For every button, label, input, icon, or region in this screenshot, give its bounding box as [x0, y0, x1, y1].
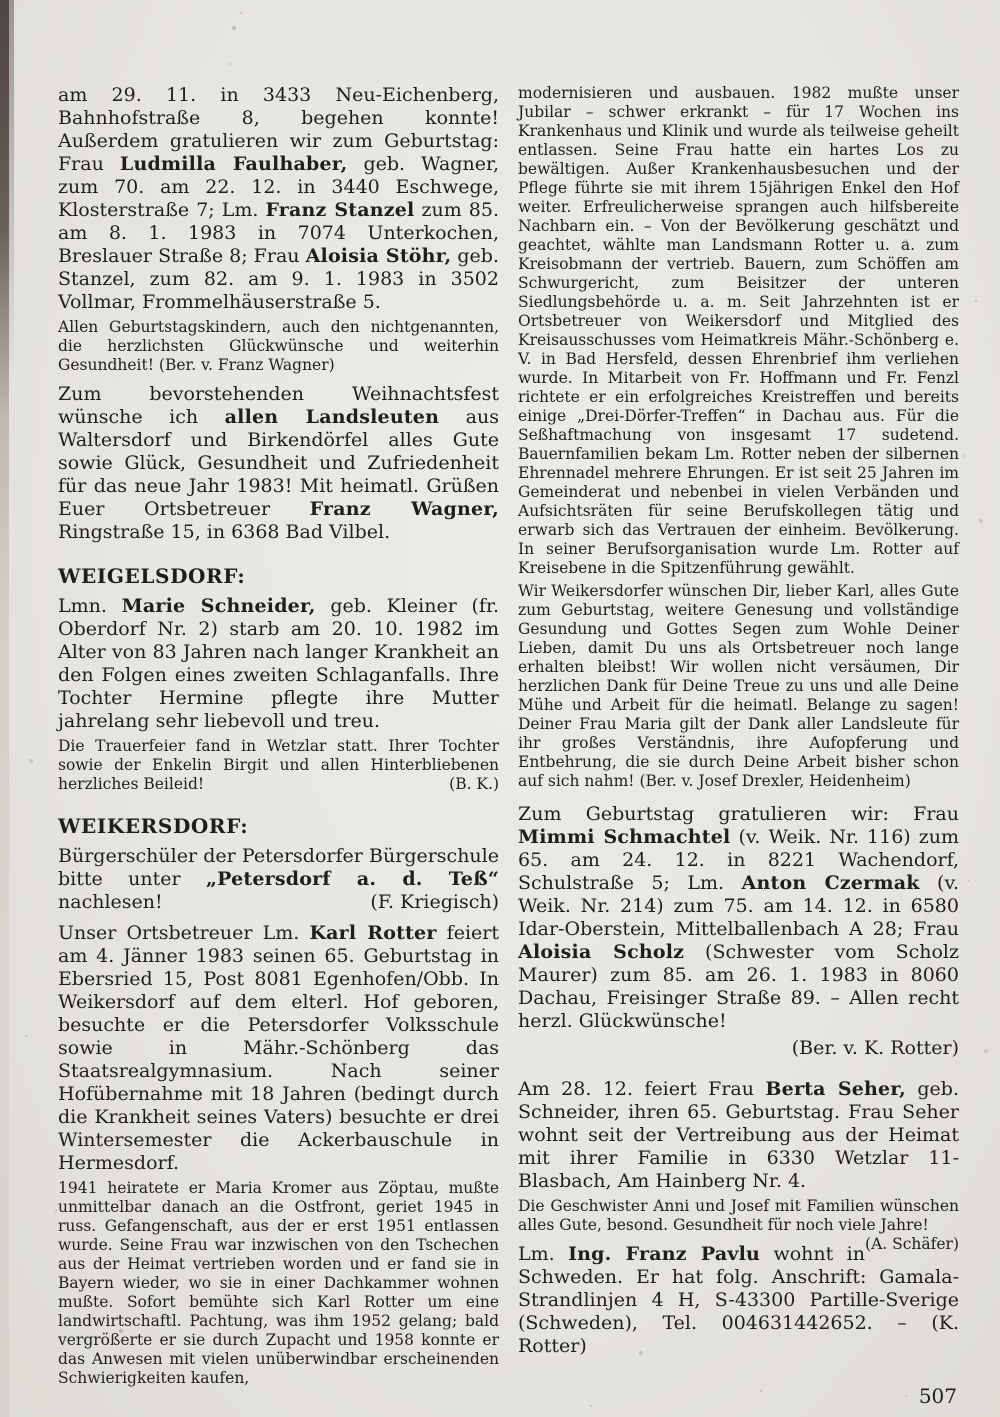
paragraph: [58, 737, 499, 794]
bold-text: Ing. Franz Pavlu: [568, 1243, 761, 1265]
text-run: geb. Schneider, ihren 65. Geburtstag. Frau Seher wohnt seit der Vertreibung aus der Heimat mit ihrer Familie in 6330 Wetzlar 11-Blasbach, Am Hainberg Nr. 4.: [518, 1078, 960, 1192]
text-run: Unser Ortsbetreuer Lm.: [58, 922, 310, 944]
text-run: geb. Wagner, zum 70. am 22. 12. in 3440 Eschwege, Klosterstraße 7; Lm.: [58, 153, 499, 221]
text-run: Zum Geburtstag gratulieren wir: Frau: [518, 803, 959, 825]
text-run: 1941 heiratete er Maria Kromer aus Zöptau, mußte unmittelbar danach an die Ostfront, geriet 1945 in russ. Gefangenschaft, aus der er erst 1951 entlassen wurde. Seine Frau war inzwischen von den Tschechen aus der Heimat vertrieben worden und er fand sie in Bayern wieder, wo sie in einer Dachkammer wohnen mußte. Sofort bemühte sich Karl Rotter um eine landwirtschaftl. Pachtung, was ihm 1952 gelang; bald vergrößerte er sie durch Zupacht und 1958 konnte er das Anwesen mit vielen unüberwindbar erscheinenden Schwierigkeiten kaufen,: [58, 1179, 499, 1387]
section-heading: WEIGELSDORF:: [58, 564, 246, 588]
attribution: (A. Schäfer): [865, 1235, 959, 1253]
paragraph: [58, 595, 499, 733]
text-run: (v. Weik. Nr. 116) zum 65. am 24. 12. in 8221 Wachendorf, Schulstraße 5; Lm.: [518, 826, 959, 894]
paragraph: [518, 1197, 959, 1253]
text-run: nachlesen!: [58, 891, 163, 913]
paragraph: [58, 84, 499, 314]
text-run: Die Trauerfeier fand in Wetzlar statt. Ihrer Tochter sowie der Enkelin Birgit und allen Hinterbliebenen herzliches Beileid!: [58, 737, 499, 793]
text-run: Bürgerschüler der Petersdorfer Bürgerschule bitte unter: [58, 845, 499, 890]
text-run: Lmn.: [58, 595, 122, 617]
paragraph: [518, 1078, 959, 1193]
bold-text: Franz Stanzel: [265, 199, 415, 221]
bold-text: Franz Wagner,: [309, 498, 499, 520]
paragraph: [518, 84, 959, 578]
text-run: Zum bevorstehenden Weihnachtsfest wünsche ich: [58, 383, 499, 428]
paragraph: [518, 582, 959, 791]
text-run: am 29. 11. in 3433 Neu-Eichenberg, Bahnhofstraße 8, begehen konnte! Außerdem gratulieren wir zum Geburtstag: Frau: [58, 84, 499, 175]
text-run: aus Waltersdorf und Birkendörfel alles Gute sowie Glück, Gesundheit und Zufriedenheit für das neue Jahr 1983! Mit heimatl. Grüßen Euer Ortsbetreuer: [58, 406, 499, 520]
text-run: wohnt in Schweden. Er hat folg. Anschrift: Gamala-Strandlinjen 4 H, S-43300 Partille-Sverige (Schweden), Tel. 004631442652. – (K. Rotter): [518, 1243, 959, 1357]
paragraph: [58, 845, 499, 914]
attribution: (B. K.): [449, 775, 499, 793]
left-column-text: [58, 84, 499, 1392]
text-run: (Schwester vom Scholz Maurer) zum 85. am 26. 1. 1983 in 8060 Dachau, Freisinger Straße 89. – Allen recht herzl. Glückwünsche!: [518, 941, 959, 1032]
bold-text: Karl Rotter: [309, 922, 437, 944]
text-run: modernisieren und ausbauen. 1982 mußte unser Jubilar – schwer erkrankt – für 17 Wochen ins Krankenhaus und Klinik und wurde als teilweise geheilt entlassen. Seine Frau hatte ein hartes Los zu bewältigen. Außer Krankenhausbesuchen und der Pflege führte sie mit ihrem 15jährigen Enkel den Hof weiter. Erfreulicherweise sprangen auch hilfsbereite Nachbarn ein. – Von der Bevölkerung geschätzt und geachtet, wählte man Landsmann Rotter u. a. zum Kreisobmann der vertrieb. Bauern, zum Schöffen am Schwurgericht, zum Beisitzer der unteren Siedlungsbehörde u. a. m. Seit Jahrzehnten ist er Ortsbetreuer von Weikersdorf und Mitglied des Kreisausschusses vom Heimatkreis Mähr.-Schönberg e. V. in Bad Hersfeld, dessen Ehrenbrief ihm verliehen wurde. In Mitarbeit von Fr. Hoffmann und Fr. Fenzl richtete er ein erfolgreiches Kreistreffen und bereits einige „Drei-Dörfer-Treffen“ in Dachau aus. Für die Seßhaftmachung von insgesamt 17 sudetend. Bauernfamilien bekam Lm. Rotter neben der silbernen Ehrennadel mehrere Ehrungen. Er ist seit 25 Jahren im Gemeinderat und nebenbei in vielen Verbänden und Aufsichtsräten für seine Berufskollegen tätig und erwarb sich das Vertrauen der einheim. Bevölkerung. In seiner Berufsorganisation wurde Lm. Rotter auf Kreisebene in die Spitzenführung gewählt.: [518, 84, 959, 577]
bold-text: Ludmilla Faulhaber,: [119, 153, 348, 175]
text-run: zum 85. am 8. 1. 1983 in 7074 Unterkochen, Breslauer Straße 8; Frau: [58, 199, 500, 267]
paragraph: [58, 922, 499, 1175]
page-number: 507: [918, 1384, 957, 1408]
bold-text: Aloisia Scholz: [518, 941, 685, 963]
attribution: (F. Kriegisch): [370, 891, 499, 913]
bold-text: Aloisia Stöhr,: [305, 245, 452, 267]
paragraph: [518, 803, 959, 1033]
text-run: feiert am 4. Jänner 1983 seinen 65. Geburtstag in Ebersried 15, Post 8081 Egenhofen/Obb. In Weikersdorf auf dem elterl. Hof geboren, besuchte er die Petersdorfer Volksschule sowie in Mähr.-Schönberg das Staatsrealgymnasium. Nach seiner Hofübernahme mit 18 Jahren (bedingt durch die Krankheit seines Vaters) besuchte er drei Wintersemester die Ackerbauschule in Hermesdorf.: [58, 922, 499, 1174]
text-run: Lm.: [518, 1243, 569, 1265]
paragraph: [58, 383, 499, 544]
bold-text: Anton Czermak: [741, 872, 920, 894]
bold-text: Marie Schneider,: [121, 595, 316, 617]
text-run: Ringstraße 15, in 6368 Bad Vilbel.: [58, 521, 391, 543]
paragraph: [518, 1243, 959, 1358]
text-run: geb. Kleiner (fr. Oberdorf Nr. 2) starb am 20. 10. 1982 im Alter von 83 Jahren nach langer Krankheit an den Folgen eines zweiten Schlaganfalls. Ihre Tochter Hermine pflegte ihre Mutter jahrelang sehr liebevoll und treu.: [58, 595, 499, 732]
right-column-text: [518, 84, 959, 1408]
bold-text: „Petersdorf a. d. Teß“: [205, 868, 499, 890]
text-run: (Ber. v. K. Rotter): [791, 1037, 959, 1059]
section-heading: WEIKERSDORF:: [58, 814, 249, 838]
text-run: (v. Weik. Nr. 214) zum 75. am 14. 12. in 6580 Idar-Oberstein, Mittelballenbach A 28; Frau: [518, 872, 959, 940]
text-run: Wir Weikersdorfer wünschen Dir, lieber Karl, alles Gute zum Geburtstag, weitere Genesung und vollständige Gesundung und Gottes Segen zum Wohle Deiner Lieben, damit Du uns als Ortsbetreuer noch lange erhalten bleibst! Wir wollen nicht versäumen, Dir herzlichen Dank für Deine Treue zu uns und alle Deine Mühe und Arbeit für die heimatl. Belange zu sagen! Deiner Frau Maria gilt der Dank aller Landsleute für ihr großes Verständnis, ihre Aufopferung und Entbehrung, die sie durch Deine Arbeit bisher schon auf sich nahm! (Ber. v. Josef Drexler, Heidenheim): [518, 582, 959, 790]
scan-speckles: [0, 0, 2, 2]
bold-text: allen Landsleuten: [224, 406, 440, 428]
text-run: Am 28. 12. feiert Frau: [518, 1078, 766, 1100]
paragraph: [58, 1179, 499, 1388]
bold-text: Mimmi Schmachtel: [518, 826, 731, 848]
attribution-line: [518, 1037, 959, 1060]
page-binding-edge-shadow: [9, 0, 14, 380]
paragraph: [58, 318, 499, 375]
bold-text: Berta Seher,: [765, 1078, 906, 1100]
text-run: Allen Geburtstagskindern, auch den nichtgenannten, die herzlichsten Glückwünsche und weiterhin Gesundheit! (Ber. v. Franz Wagner): [58, 318, 499, 374]
text-run: geb. Stanzel, zum 82. am 9. 1. 1983 in 3502 Vollmar, Frommelhäuserstraße 5.: [58, 245, 499, 313]
page-binding-edge: [0, 0, 9, 1417]
text-run: Die Geschwister Anni und Josef mit Familien wünschen alles Gute, besond. Gesundheit für noch viele Jahre!: [518, 1197, 959, 1234]
